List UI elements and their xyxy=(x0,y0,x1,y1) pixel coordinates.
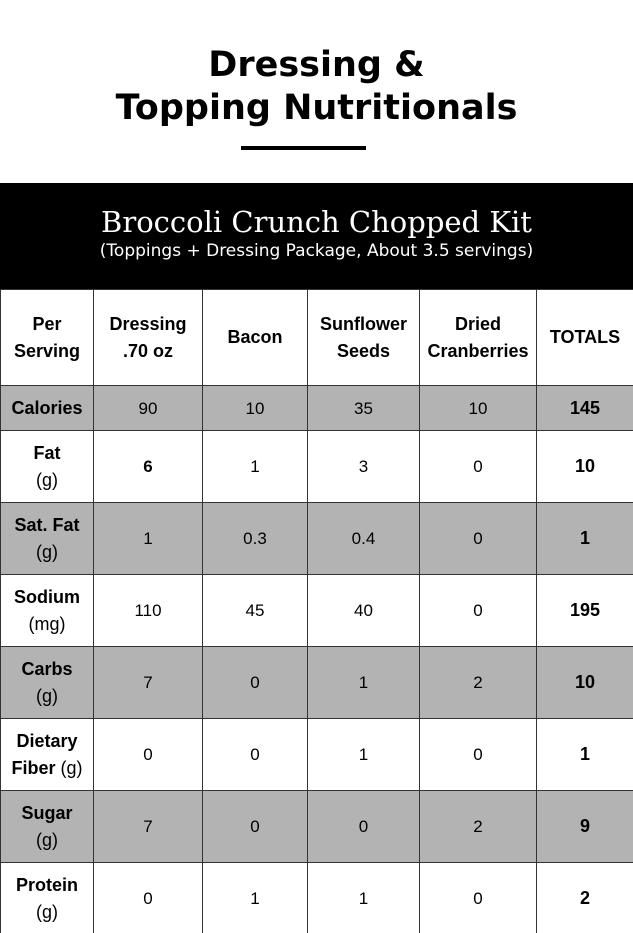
header-dried-cranberries: Dried Cranberries xyxy=(420,290,537,386)
table-row-sodium xyxy=(1,575,633,647)
cell-sunflower-seeds: 0.4 xyxy=(308,503,420,575)
cell-dried-cranberries: 0 xyxy=(420,863,537,933)
cell-dried-cranberries: 10 xyxy=(420,386,537,431)
title-underline xyxy=(241,146,366,150)
cell-sunflower-seeds: 3 xyxy=(308,431,420,503)
row-label: Protein (g) xyxy=(1,863,94,933)
cell-dressing: 6 xyxy=(94,431,203,503)
table-row-sugar xyxy=(1,791,633,863)
cell-bacon: 0 xyxy=(203,647,308,719)
page-title-line-2: Topping Nutritionals xyxy=(115,88,518,128)
cell-dried-cranberries: 0 xyxy=(420,719,537,791)
cell-sunflower-seeds: 1 xyxy=(308,863,420,933)
cell-bacon: 0.3 xyxy=(203,503,308,575)
row-label: Calories xyxy=(1,386,94,431)
cell-total: 1 xyxy=(537,719,633,791)
cell-total: 145 xyxy=(537,386,633,431)
cell-bacon: 10 xyxy=(203,386,308,431)
cell-dried-cranberries: 2 xyxy=(420,647,537,719)
row-label: Sat. Fat (g) xyxy=(1,503,94,575)
row-label: Fat (g) xyxy=(1,431,94,503)
cell-dressing: 7 xyxy=(94,647,203,719)
cell-sunflower-seeds: 40 xyxy=(308,575,420,647)
cell-bacon: 45 xyxy=(203,575,308,647)
product-subtitle: (Toppings + Dressing Package, About 3.5 servings) xyxy=(99,241,534,261)
cell-bacon: 0 xyxy=(203,791,308,863)
cell-bacon: 0 xyxy=(203,719,308,791)
cell-total: 1 xyxy=(537,503,633,575)
nutrition-table xyxy=(0,289,633,933)
table-row-sat-fat xyxy=(1,503,633,575)
cell-sunflower-seeds: 35 xyxy=(308,386,420,431)
table-header-row xyxy=(1,290,633,386)
row-label: Sugar (g) xyxy=(1,791,94,863)
page-title-line-1: Dressing & xyxy=(208,45,425,85)
cell-total: 2 xyxy=(537,863,633,933)
row-label: Dietary Fiber (g) xyxy=(1,719,94,791)
product-banner xyxy=(0,183,633,289)
table-row-dietary-fiber xyxy=(1,719,633,791)
cell-sunflower-seeds: 0 xyxy=(308,791,420,863)
row-label: Carbs (g) xyxy=(1,647,94,719)
cell-dressing: 0 xyxy=(94,719,203,791)
page-title xyxy=(0,44,633,130)
cell-dried-cranberries: 0 xyxy=(420,503,537,575)
row-label: Sodium (mg) xyxy=(1,575,94,647)
cell-sunflower-seeds: 1 xyxy=(308,647,420,719)
cell-total: 9 xyxy=(537,791,633,863)
cell-dressing: 0 xyxy=(94,863,203,933)
cell-dressing: 110 xyxy=(94,575,203,647)
cell-dressing: 90 xyxy=(94,386,203,431)
cell-dried-cranberries: 2 xyxy=(420,791,537,863)
table-row-calories xyxy=(1,386,633,431)
cell-dried-cranberries: 0 xyxy=(420,431,537,503)
header-bacon: Bacon xyxy=(203,290,308,386)
cell-total: 195 xyxy=(537,575,633,647)
header-sunflower-seeds: Sunflower Seeds xyxy=(308,290,420,386)
cell-bacon: 1 xyxy=(203,431,308,503)
product-title: Broccoli Crunch Chopped Kit xyxy=(101,205,532,239)
header-totals: TOTALS xyxy=(537,290,633,386)
cell-sunflower-seeds: 1 xyxy=(308,719,420,791)
cell-total: 10 xyxy=(537,431,633,503)
header-dressing: Dressing .70 oz xyxy=(94,290,203,386)
cell-bacon: 1 xyxy=(203,863,308,933)
cell-dressing: 7 xyxy=(94,791,203,863)
cell-dressing: 1 xyxy=(94,503,203,575)
cell-total: 10 xyxy=(537,647,633,719)
table-row-fat xyxy=(1,431,633,503)
cell-dried-cranberries: 0 xyxy=(420,575,537,647)
header-per-serving: Per Serving xyxy=(1,290,94,386)
table-row-protein xyxy=(1,863,633,933)
table-row-carbs xyxy=(1,647,633,719)
